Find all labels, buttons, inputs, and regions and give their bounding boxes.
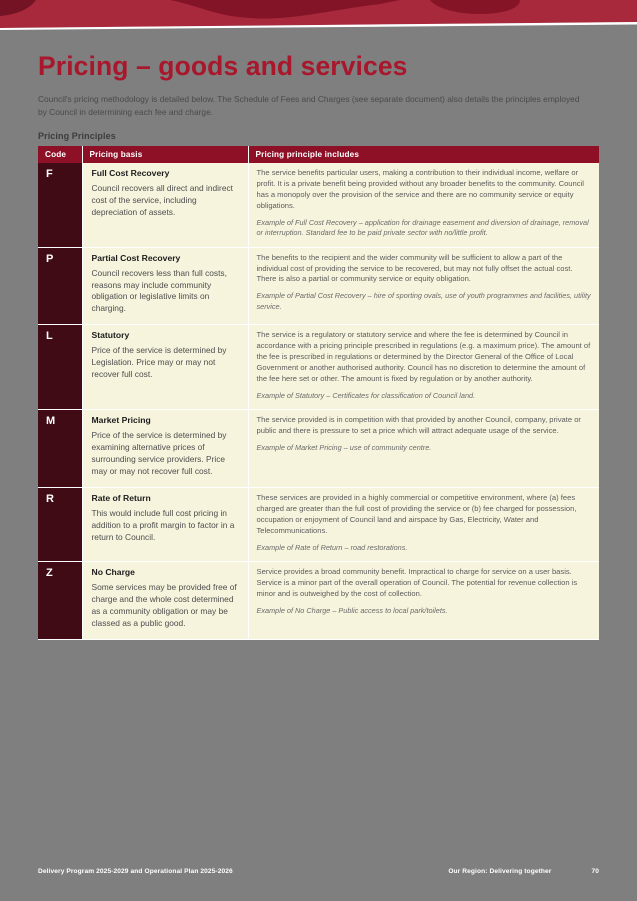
basis-title: Partial Cost Recovery (91, 252, 181, 263)
row-description-cell (248, 325, 599, 410)
row-code-cell: F (38, 163, 82, 247)
basis-body: Price of the service is determined by examining alternative prices of surrounding service providers. Price may or may not recover full cost. (91, 430, 227, 476)
table-row (38, 325, 599, 410)
row-description-cell (248, 561, 599, 639)
page-title: Pricing – goods and services (38, 51, 408, 81)
row-code-cell: P (38, 247, 82, 325)
footer-tagline: Our Region: Delivering together (448, 868, 552, 875)
description-body: The service provided is in competition with that provided by another Council, company, private or public and there is pressure to set a price which will attract adequate usage of the service. (256, 415, 581, 436)
table-row (38, 163, 599, 247)
table-row (38, 410, 599, 488)
basis-body: Council recovers less than full costs, reasons may include community obligation or legislative limits on charging. (91, 267, 227, 314)
decorative-top-banner (0, 0, 637, 30)
footer-document-title: Delivery Program 2025-2029 and Operational Plan 2025-2026 (38, 868, 233, 875)
page-footer (38, 868, 599, 875)
basis-body: This would include full cost pricing in addition to a profit margin to factor in a return to Council. (91, 507, 235, 542)
row-basis-cell (82, 487, 248, 561)
row-basis-cell (82, 325, 248, 410)
basis-title: Statutory (91, 330, 130, 341)
row-code-cell: R (38, 487, 82, 561)
row-code-cell: M (38, 410, 82, 488)
description-example: Example of No Charge – Public access to local park/toilets. (256, 605, 448, 615)
basis-title: No Charge (91, 566, 135, 577)
table-row (38, 487, 599, 561)
basis-title: Full Cost Recovery (91, 168, 170, 179)
row-description-cell (248, 247, 599, 325)
row-basis-cell (82, 163, 248, 247)
description-body: These services are provided in a highly commercial or competitive environment, where (a) fees charged are greater than the full cost of providing the service or (b) fee charged for possession, occupation or enjoyment of Council land and airspace by Gas, Electricity, Water and Telecommunications. (256, 492, 577, 535)
basis-body: Council recovers all direct and indirect cost of the service, including depreciation of assets. (91, 183, 234, 218)
description-body: The service is a regulatory or statutory service and where the fee is determined by Council in accordance with a pricing principle prescribed in regulations (e.g. a maximum price). The amount of the fee is prescribed in regulations or determined by the Director General of the Office of Local Government or another authorised authority. Council has no discretion to determine the amount of the fee here set or other. The amount is fixed by regulation or by another authority. (256, 330, 591, 383)
table-header-row (38, 146, 599, 163)
column-header-code: Code (38, 146, 82, 163)
row-description-cell (248, 410, 599, 488)
basis-body: Price of the service is determined by Legislation. Price may or may not recover full cost. (91, 345, 227, 380)
row-description-cell (248, 487, 599, 561)
row-code-cell: L (38, 325, 82, 410)
pricing-principles-table (38, 146, 599, 639)
column-header-desc: Pricing principle includes (248, 146, 599, 163)
page-content (0, 30, 637, 901)
description-example: Example of Statutory – Certificates for classification of Council land. (256, 390, 476, 400)
column-header-basis: Pricing basis (82, 146, 248, 163)
description-example: Example of Market Pricing – use of community centre. (256, 443, 432, 453)
description-body: Service provides a broad community benefit. Impractical to charge for service on a user basis. Service is a minor part of the overall operation of Council. The potential for revenue collection is minor and is outweighed by the cost of collection. (256, 566, 578, 598)
description-example: Example of Full Cost Recovery – application for drainage easement and diversion of drainage, removal or interruption. Standard fee to be paid private sector with no/little profit. (256, 217, 589, 238)
table-row (38, 561, 599, 639)
row-description-cell (248, 163, 599, 247)
row-basis-cell (82, 247, 248, 325)
table-row (38, 247, 599, 325)
basis-body: Some services may be provided free of charge and the whole cost determined as a community obligation or may be classed as a public good. (91, 581, 237, 628)
table-body (38, 163, 599, 639)
table-caption: Pricing Principles (38, 131, 116, 142)
row-basis-cell (82, 561, 248, 639)
row-basis-cell (82, 410, 248, 488)
description-body: The service benefits particular users, making a contribution to their individual income, welfare or profit. It is a private benefit being provided without any broader benefits to the community. Council has a monopoly over the provision of the service and there are no community service or equity obligations. (256, 168, 584, 210)
intro-paragraph: Council's pricing methodology is detailed below. The Schedule of Fees and Charges (see separate document) also details the principles employed by Council in determining each fee and charge. (38, 94, 580, 118)
basis-title: Market Pricing (91, 415, 151, 426)
basis-title: Rate of Return (91, 492, 151, 503)
row-code-cell: Z (38, 561, 82, 639)
table-header (38, 146, 599, 163)
footer-page-number: 70 (591, 868, 599, 875)
description-body: The benefits to the recipient and the wider community will be sufficient to allow a part of the individual cost of providing the service to be recovered, but may not fully offset the actual cost. There is also a partial or community service or equity obligation. (256, 252, 573, 284)
description-example: Example of Rate of Return – road restorations. (256, 542, 408, 552)
banner-shape (0, 0, 637, 30)
description-example: Example of Partial Cost Recovery – hire of sporting ovals, use of youth programmes and facilities, utility service. (256, 291, 591, 311)
